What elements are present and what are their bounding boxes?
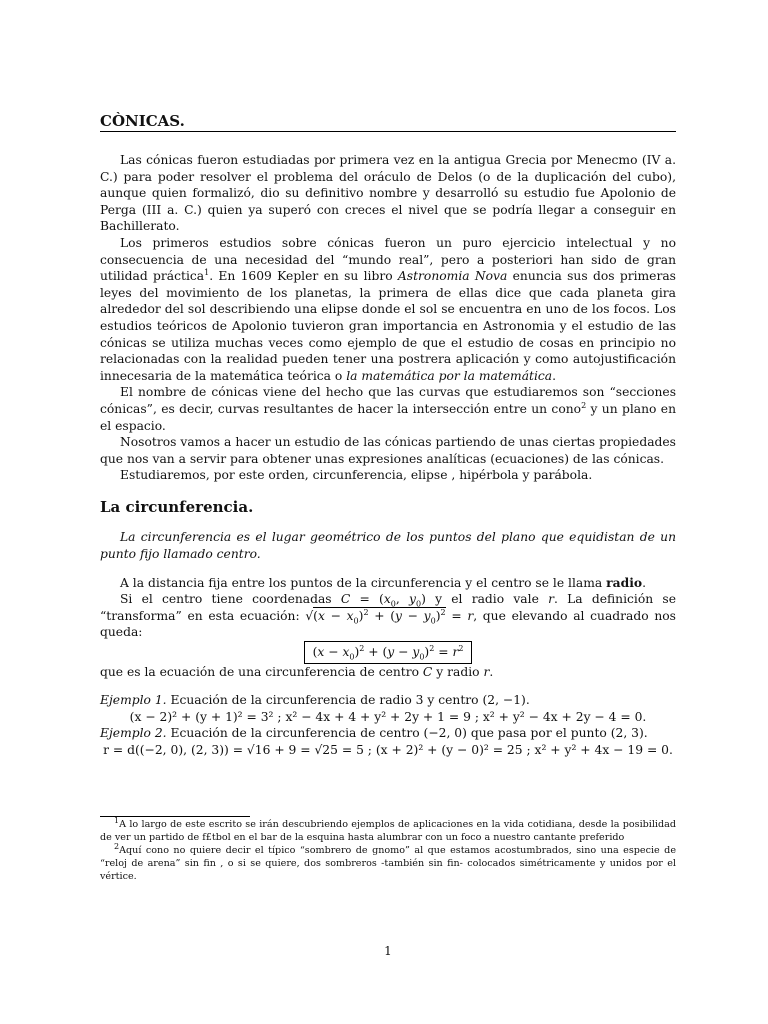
page-number: 1 (384, 944, 392, 958)
intro-paragraph-3: El nombre de cónicas viene del hecho que las curvas que estudiaremos son “secciones cónicas”, es decir, curvas resultantes de hacer la intersección entre un cono$^2$ y un plano en el espacio. (100, 385, 677, 433)
definition: La circunferencia es el lugar geométrico de los puntos del plano que equidistan de un punto fijo llamado centro. (100, 530, 676, 562)
intro-paragraph-2: Los primeros estudios sobre cónicas fueron un puro ejercicio intelectual y no consecuencia de una necesidad del “mundo real”, pero a posteriori han sido de gran utilidad práctica$^1$. En 1609 Kepler en su libro Astronomia Nova enuncia sus dos primeras leyes del movimiento de los planetas, la primera de ellas dice que cada planeta gira alrededor del sol describiendo una elipse donde el sol se encuentra en uno de los focos. Los estudios teóricos de Apolonio tuvieron gran importancia en Astronomia y el estudio de las cónicas se utiliza muchas veces como ejemplo de que el estudio de cosas en principio no relacionadas con la realidad pueden tener una postrera aplicación y como autojustificación innecesaria de la matemática teórica o la matemática por la matemática. (100, 235, 676, 383)
after-box-text: que es la ecuación de una circunferencia de centro C y radio r. (100, 664, 494, 679)
equation-paragraph: Si el centro tiene coordenadas $C = (x_0$, $y_0$) y el radio vale r. La definición se “transforma” en esta ecuación: $√(x - x_0)^2 + (y - y_0)^2 = r$, que elevando al cuadrado nos queda: (100, 592, 676, 640)
example-1-equation: (x − 2)² + (y + 1)² = 3² ; x² − 4x + 4 + y² + 2y + 1 = 9 ; x² + y² − 4x + 2y − 4 = 0. (129, 709, 647, 724)
example-2: Ejemplo 2. Ecuación de la circunferencia de centro (−2, 0) que pasa por el punto (2, 3). (100, 726, 648, 741)
footnote-rule (100, 816, 250, 817)
footnote-ref-1[interactable]: 1 (204, 268, 210, 278)
footnotes (100, 815, 676, 883)
intro-paragraph-1: Las cónicas fueron estudiadas por primera vez en la antigua Grecia por Menecmo (IV a. C.) para poder resolver el problema del oráculo de Delos (o de la duplicación del cubo), aunque quien formalizó, dio su definitivo nombre y desarrolló su estudio fue Apolonio de Perga (III a. C.) quien ya superó con creces el nivel que se podría llegar a conseguir en Bachillerato. (100, 153, 676, 234)
document-body (100, 152, 676, 759)
radio-paragraph: A la distancia fija entre los puntos de la circunferencia y el centro se le llama radio. (120, 574, 646, 590)
radio-term: radio (606, 574, 643, 590)
example-1: Ejemplo 1. Ecuación de la circunferencia de radio 3 y centro (2, −1). (100, 693, 530, 708)
example-2-equation: r = d((−2, 0), (2, 3)) = √16 + 9 = √25 = 5 ; (x + 2)² + (y − 0)² = 25 ; x² + y² + 4x − 19 = 0. (103, 743, 673, 757)
book-title: Astronomia Nova (397, 269, 508, 284)
footnote-1: $^1$A lo largo de este escrito se irán descubriendo ejemplos de aplicaciones en la vida cotidiana, desde la posibilidad de ver un partido de f£tbol en el bar de la esquina hasta alumbrar con un foco a nuestro cantante preferido (100, 815, 676, 843)
section-heading: La circunferencia. (100, 497, 254, 516)
document-title: CÒNICAS. (100, 112, 185, 130)
boxed-equation: $(x - x_0)^2 + (y - y_0)^2 = r^2$ (100, 641, 676, 664)
intro-paragraph-4: Nosotros vamos a hacer un estudio de las cónicas partiendo de unas ciertas propiedades que nos van a servir para obtener unas expresiones analíticas (ecuaciones) de las cónicas. (100, 435, 676, 466)
intro-paragraph-5: Estudiaremos, por este orden, circunferencia, elipse , hipérbola y parábola. (120, 468, 593, 483)
footnote-2: $^2$Aquí cono no quiere decir el típico “sombrero de gnomo” al que estamos acostumbrados, sino una especie de “reloj de arena” sin fin , o si se quiere, dos sombreros -también sin fin- colocados simétricamente y unidos por el vértice. (100, 841, 676, 882)
footnote-ref-2[interactable]: 2 (581, 400, 587, 410)
title-rule (100, 131, 676, 132)
